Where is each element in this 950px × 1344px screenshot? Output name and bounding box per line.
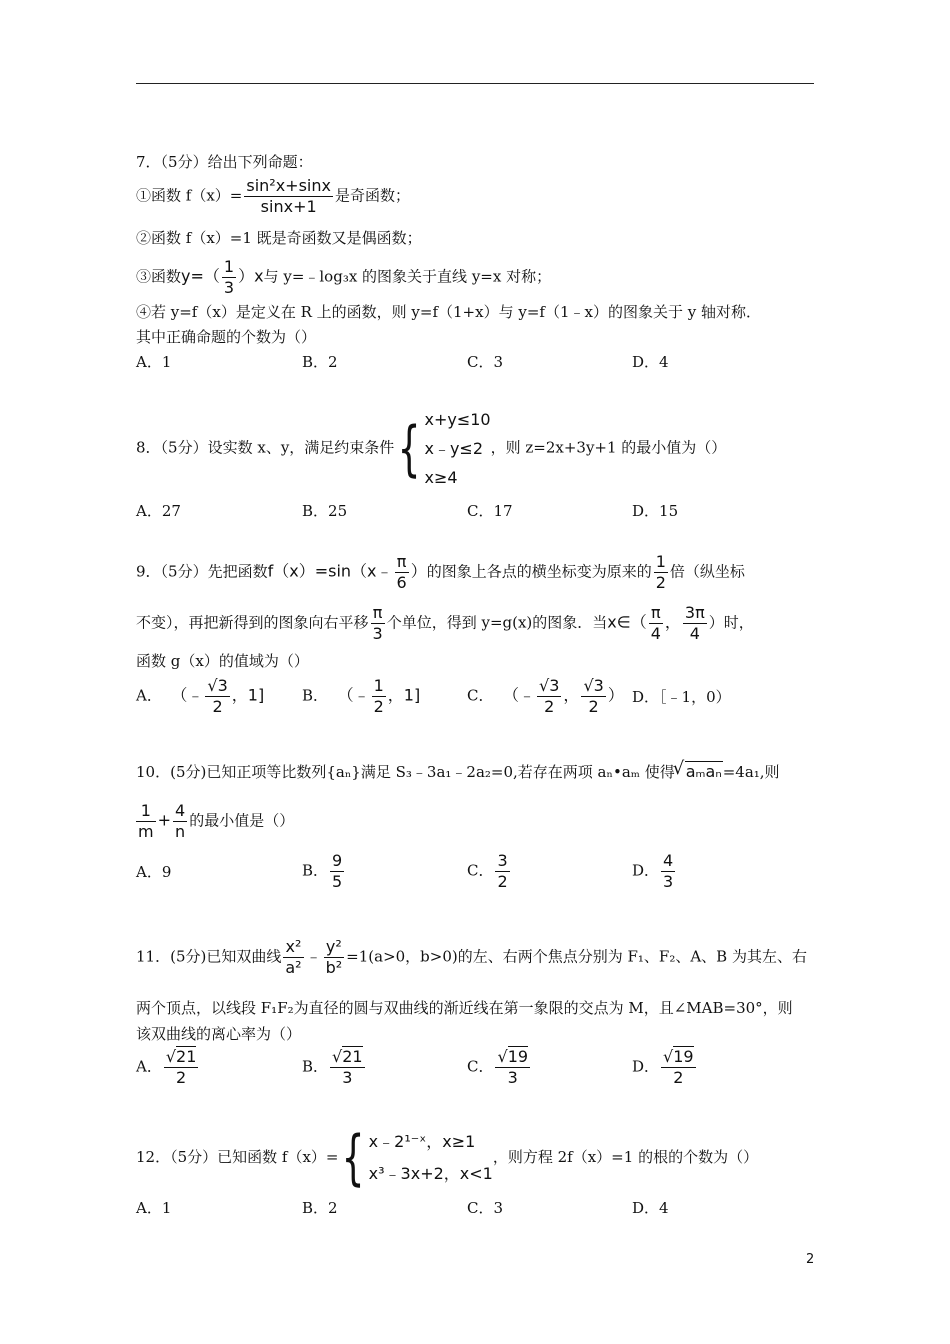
q7-stem: 7．（5分）给出下列命题： — [136, 153, 313, 171]
q11-minus: ﹣ — [305, 946, 322, 966]
q11-fraction-x — [283, 938, 303, 977]
q9-line-2 — [136, 604, 754, 643]
q10-option-d[interactable] — [632, 852, 677, 891]
q7-p1-fraction — [244, 177, 333, 216]
q9-option-c-den-1: 2 — [544, 697, 555, 716]
header-rule — [136, 83, 814, 84]
q11-option-c-label: C． — [467, 1057, 494, 1076]
q11-option-c-num: √19 — [497, 1047, 529, 1066]
q7-question: 其中正确命题的个数为（） — [136, 328, 317, 346]
q9-option-b-num: 1 — [373, 676, 384, 695]
q11-line-3: 该双曲线的离心率为（） — [136, 1025, 302, 1043]
q10-prefix: 10．(5分)已知正项等比数列{aₙ}满足 S₃﹣3a₁﹣2a₂=0,若存在两项 aₙ•aₘ 使得 — [136, 763, 675, 781]
q9-six: 6 — [396, 573, 407, 592]
q11-option-a-radicand: 21 — [176, 1047, 197, 1066]
q10-suffix: =4a₁,则 — [722, 763, 780, 781]
q11-fraction-x-num: x² — [283, 938, 303, 958]
q9-option-b[interactable] — [302, 677, 420, 716]
q9-tail: 倍（纵坐标 — [669, 562, 745, 581]
q9-shift-text: 不变），再把新得到的图象向右平移 — [136, 613, 369, 632]
q10-fraction-2 — [173, 802, 187, 841]
q9-option-b-fraction — [372, 677, 386, 716]
q9-option-d[interactable]: D．［﹣1，0） — [632, 688, 731, 706]
q9-half — [654, 553, 668, 592]
q11-option-c-fraction — [495, 1048, 530, 1087]
q7-option-c[interactable]: C．3 — [467, 353, 504, 371]
q11-fraction-y-den: b² — [325, 958, 343, 977]
q10-option-c-num: 3 — [497, 851, 508, 870]
q9-interval-right-den: 4 — [689, 624, 700, 643]
q9-option-c-open: （﹣ — [503, 685, 536, 705]
q7-option-d[interactable]: D．4 — [632, 353, 669, 371]
q7-p3-exponent: ）x — [238, 266, 264, 286]
q12-prefix: 12．（5分）已知函数 f（x）= — [136, 1148, 339, 1166]
q9-option-c-num-2: √3 — [583, 676, 604, 695]
q11-fraction-x-den: a² — [285, 958, 302, 977]
q10-option-b-label: B． — [302, 861, 329, 880]
q8-brace: { — [397, 413, 421, 484]
q11-option-d-radicand: 19 — [673, 1047, 694, 1066]
q7-proposition-4: ④若 y=f（x）是定义在 R 上的函数，则 y=f（1+x）与 y=f（1﹣x）的图象关于 y 轴对称． — [136, 303, 761, 321]
q9-option-a-den: 2 — [212, 697, 223, 716]
q11-suffix: =1(a>0，b>0)的左、右两个焦点分别为 F₁、F₂、A、B 为其左、右 — [346, 947, 807, 966]
q12-case-2: x³﹣3x+2，x<1 — [368, 1164, 493, 1183]
q7-proposition-2: ②函数 f（x）=1 既是奇函数又是偶函数； — [136, 229, 422, 247]
q7-p1-numerator: sin²x+sinx — [246, 176, 331, 195]
q7-p3-fraction — [222, 258, 236, 297]
q8-prefix: 8．（5分）设实数 x、y，满足约束条件 — [136, 438, 395, 457]
q9-interval-left — [649, 604, 663, 643]
q9-pi-over-6 — [395, 553, 409, 592]
q10-line-1 — [136, 762, 780, 782]
q9-option-c-close: ） — [607, 685, 624, 705]
q9-option-c-comma: ， — [563, 685, 580, 705]
q10-sqrt-content: aₘaₙ — [685, 762, 722, 781]
q9-line-2-end: ）时， — [708, 613, 754, 632]
q9-interval-left-num: π — [649, 604, 663, 624]
q11-option-b-fraction — [330, 1048, 365, 1087]
q9-option-b-close: ，1] — [387, 685, 421, 705]
q9-option-b-label: B． — [302, 686, 329, 705]
q9-half-numerator: 1 — [655, 552, 666, 571]
q9-comma: ， — [664, 612, 681, 632]
q10-line-2 — [136, 802, 294, 841]
q8-constraint-1: x+y≤10 — [424, 410, 491, 429]
q9-interval-right — [683, 604, 707, 643]
q7-option-b[interactable]: B．2 — [302, 353, 338, 371]
q11-option-a-label: A． — [136, 1057, 162, 1076]
q7-p1-suffix: 是奇函数； — [334, 186, 410, 205]
q9-option-a-open: （﹣ — [171, 685, 204, 705]
q11-option-b-num: √21 — [332, 1047, 363, 1066]
q12-option-b[interactable]: B．2 — [302, 1199, 338, 1217]
q10-plus: + — [157, 810, 171, 830]
q12-option-c[interactable]: C．3 — [467, 1199, 504, 1217]
q9-pi-over-3 — [371, 604, 385, 643]
q12-option-d[interactable]: D．4 — [632, 1199, 669, 1217]
q10-option-b-den: 5 — [332, 872, 343, 891]
q10-fraction-1-den: m — [138, 822, 154, 841]
q11-line-1 — [136, 938, 807, 977]
q8-suffix: ，则 z=2x+3y+1 的最小值为（） — [490, 438, 727, 457]
q10-option-c-den: 2 — [497, 872, 508, 891]
q9-middle-text: 的图象上各点的横坐标变为原来的 — [426, 562, 652, 581]
q10-option-b[interactable] — [302, 852, 346, 891]
q10-option-c[interactable] — [467, 852, 512, 891]
q10-option-d-label: D． — [632, 861, 660, 880]
q11-option-b-radicand: 21 — [342, 1047, 363, 1066]
q7-p3-prefix: ③函数 — [136, 267, 182, 286]
q10-option-a[interactable]: A．9 — [136, 863, 172, 881]
q9-close-paren: ） — [410, 561, 427, 581]
q10-fraction-2-den: n — [175, 822, 186, 841]
q7-p3-y: y=（ — [181, 266, 220, 286]
q11-option-d[interactable] — [632, 1048, 698, 1087]
q10-option-d-num: 4 — [663, 851, 674, 870]
q7-p3-numerator: 1 — [223, 257, 235, 276]
q9-x-in: x∈（ — [607, 612, 647, 632]
q10-option-b-num: 9 — [332, 851, 343, 870]
q9-interval-right-num: 3π — [684, 603, 705, 622]
q11-fraction-y — [324, 938, 345, 977]
q7-p3-suffix: 与 y=﹣log₃x 的图象关于直线 y=x 对称； — [263, 267, 552, 286]
q11-option-d-label: D． — [632, 1057, 660, 1076]
q12-cases — [369, 1126, 493, 1190]
q12-stem — [136, 1123, 759, 1193]
q9-option-c-fraction-1 — [537, 677, 561, 716]
q10-option-d-den: 3 — [663, 872, 674, 891]
q12-case-1: x﹣2¹⁻ˣ，x≥1 — [368, 1132, 476, 1151]
q11-option-d-fraction — [661, 1048, 696, 1087]
q11-option-a-num: √21 — [165, 1047, 197, 1066]
q11-option-d-den: 2 — [673, 1068, 684, 1087]
q9-option-b-den: 2 — [373, 697, 384, 716]
q9-option-c[interactable] — [467, 677, 624, 716]
q11-option-b-label: B． — [302, 1057, 329, 1076]
q9-option-a[interactable] — [136, 677, 264, 716]
q11-option-c-radicand: 19 — [507, 1047, 529, 1066]
q7-p3-denominator: 3 — [223, 278, 235, 297]
q11-prefix: 11．(5分)已知双曲线 — [136, 947, 282, 966]
q12-brace: { — [342, 1123, 366, 1193]
q7-proposition-3 — [136, 258, 551, 297]
q11-option-c[interactable] — [467, 1048, 532, 1087]
q9-interval-left-den: 4 — [650, 624, 661, 643]
q8-option-b[interactable]: B．25 — [302, 502, 348, 520]
q10-suffix-2: 的最小值是（） — [189, 811, 295, 830]
q10-fraction-1 — [136, 802, 156, 841]
q11-line-2: 两个顶点，以线段 F₁F₂为直径的圆与双曲线的渐近线在第一象限的交点为 M，且∠MAB=30°，则 — [136, 999, 793, 1017]
q10-fraction-2-num: 4 — [175, 801, 186, 820]
q9-result-text: 个单位，得到 y=g(x)的图象．当 — [386, 613, 608, 632]
q9-option-b-open: （﹣ — [337, 685, 370, 705]
q10-option-b-fraction — [330, 852, 344, 891]
q9-option-c-fraction-2 — [581, 677, 605, 716]
q11-option-a[interactable] — [136, 1048, 200, 1087]
q8-stem — [136, 405, 726, 492]
q9-pi: π — [395, 553, 409, 573]
q9-option-c-den-2: 2 — [588, 697, 599, 716]
q11-option-a-fraction — [164, 1048, 199, 1087]
q7-p1-prefix: ①函数 f（x）= — [136, 186, 243, 205]
q12-option-a[interactable]: A．1 — [136, 1199, 172, 1217]
q9-option-c-label: C． — [467, 686, 494, 705]
q9-prefix: 9．（5分）先把函数 — [136, 562, 268, 581]
q8-constraint-3: x≥4 — [424, 468, 458, 487]
q9-option-c-num-1: √3 — [539, 676, 560, 695]
q10-fraction-1-num: 1 — [136, 802, 156, 822]
q11-option-a-den: 2 — [176, 1068, 187, 1087]
q11-option-b[interactable] — [302, 1048, 367, 1087]
q9-pi3-numerator: π — [371, 604, 385, 624]
q10-option-c-fraction — [495, 852, 509, 891]
q9-pi3-denominator: 3 — [372, 624, 383, 643]
q8-constraint-2: x﹣y≤2 — [424, 439, 484, 458]
q9-line-1 — [136, 553, 745, 592]
q10-option-d-fraction — [661, 852, 675, 891]
q7-p1-denominator: sinx+1 — [260, 197, 317, 216]
q10-sqrt — [675, 762, 723, 782]
q11-option-b-den: 3 — [342, 1068, 353, 1087]
q9-option-a-label: A． — [136, 686, 162, 705]
q8-option-c[interactable]: C．17 — [467, 502, 513, 520]
q9-option-a-fraction — [205, 677, 229, 716]
q9-half-denominator: 2 — [655, 573, 666, 592]
q8-option-a[interactable]: A．27 — [136, 502, 181, 520]
q12-suffix: ，则方程 2f（x）=1 的根的个数为（） — [492, 1148, 759, 1166]
page-number: 2 — [806, 1252, 815, 1267]
q9-option-a-close: ，1] — [231, 685, 265, 705]
q11-option-d-num: √19 — [663, 1047, 694, 1066]
q9-option-a-num: √3 — [207, 676, 228, 695]
q8-option-d[interactable]: D．15 — [632, 502, 679, 520]
q8-constraints — [424, 405, 490, 492]
q7-proposition-1 — [136, 177, 410, 216]
q11-option-c-den: 3 — [507, 1068, 518, 1087]
q9-function: f（x）=sin（x﹣ — [267, 561, 393, 581]
q10-option-c-label: C． — [467, 861, 494, 880]
q9-line-3: 函数 g（x）的值域为（） — [136, 652, 309, 670]
q11-fraction-y-num: y² — [324, 938, 345, 958]
q7-option-a[interactable]: A．1 — [136, 353, 172, 371]
